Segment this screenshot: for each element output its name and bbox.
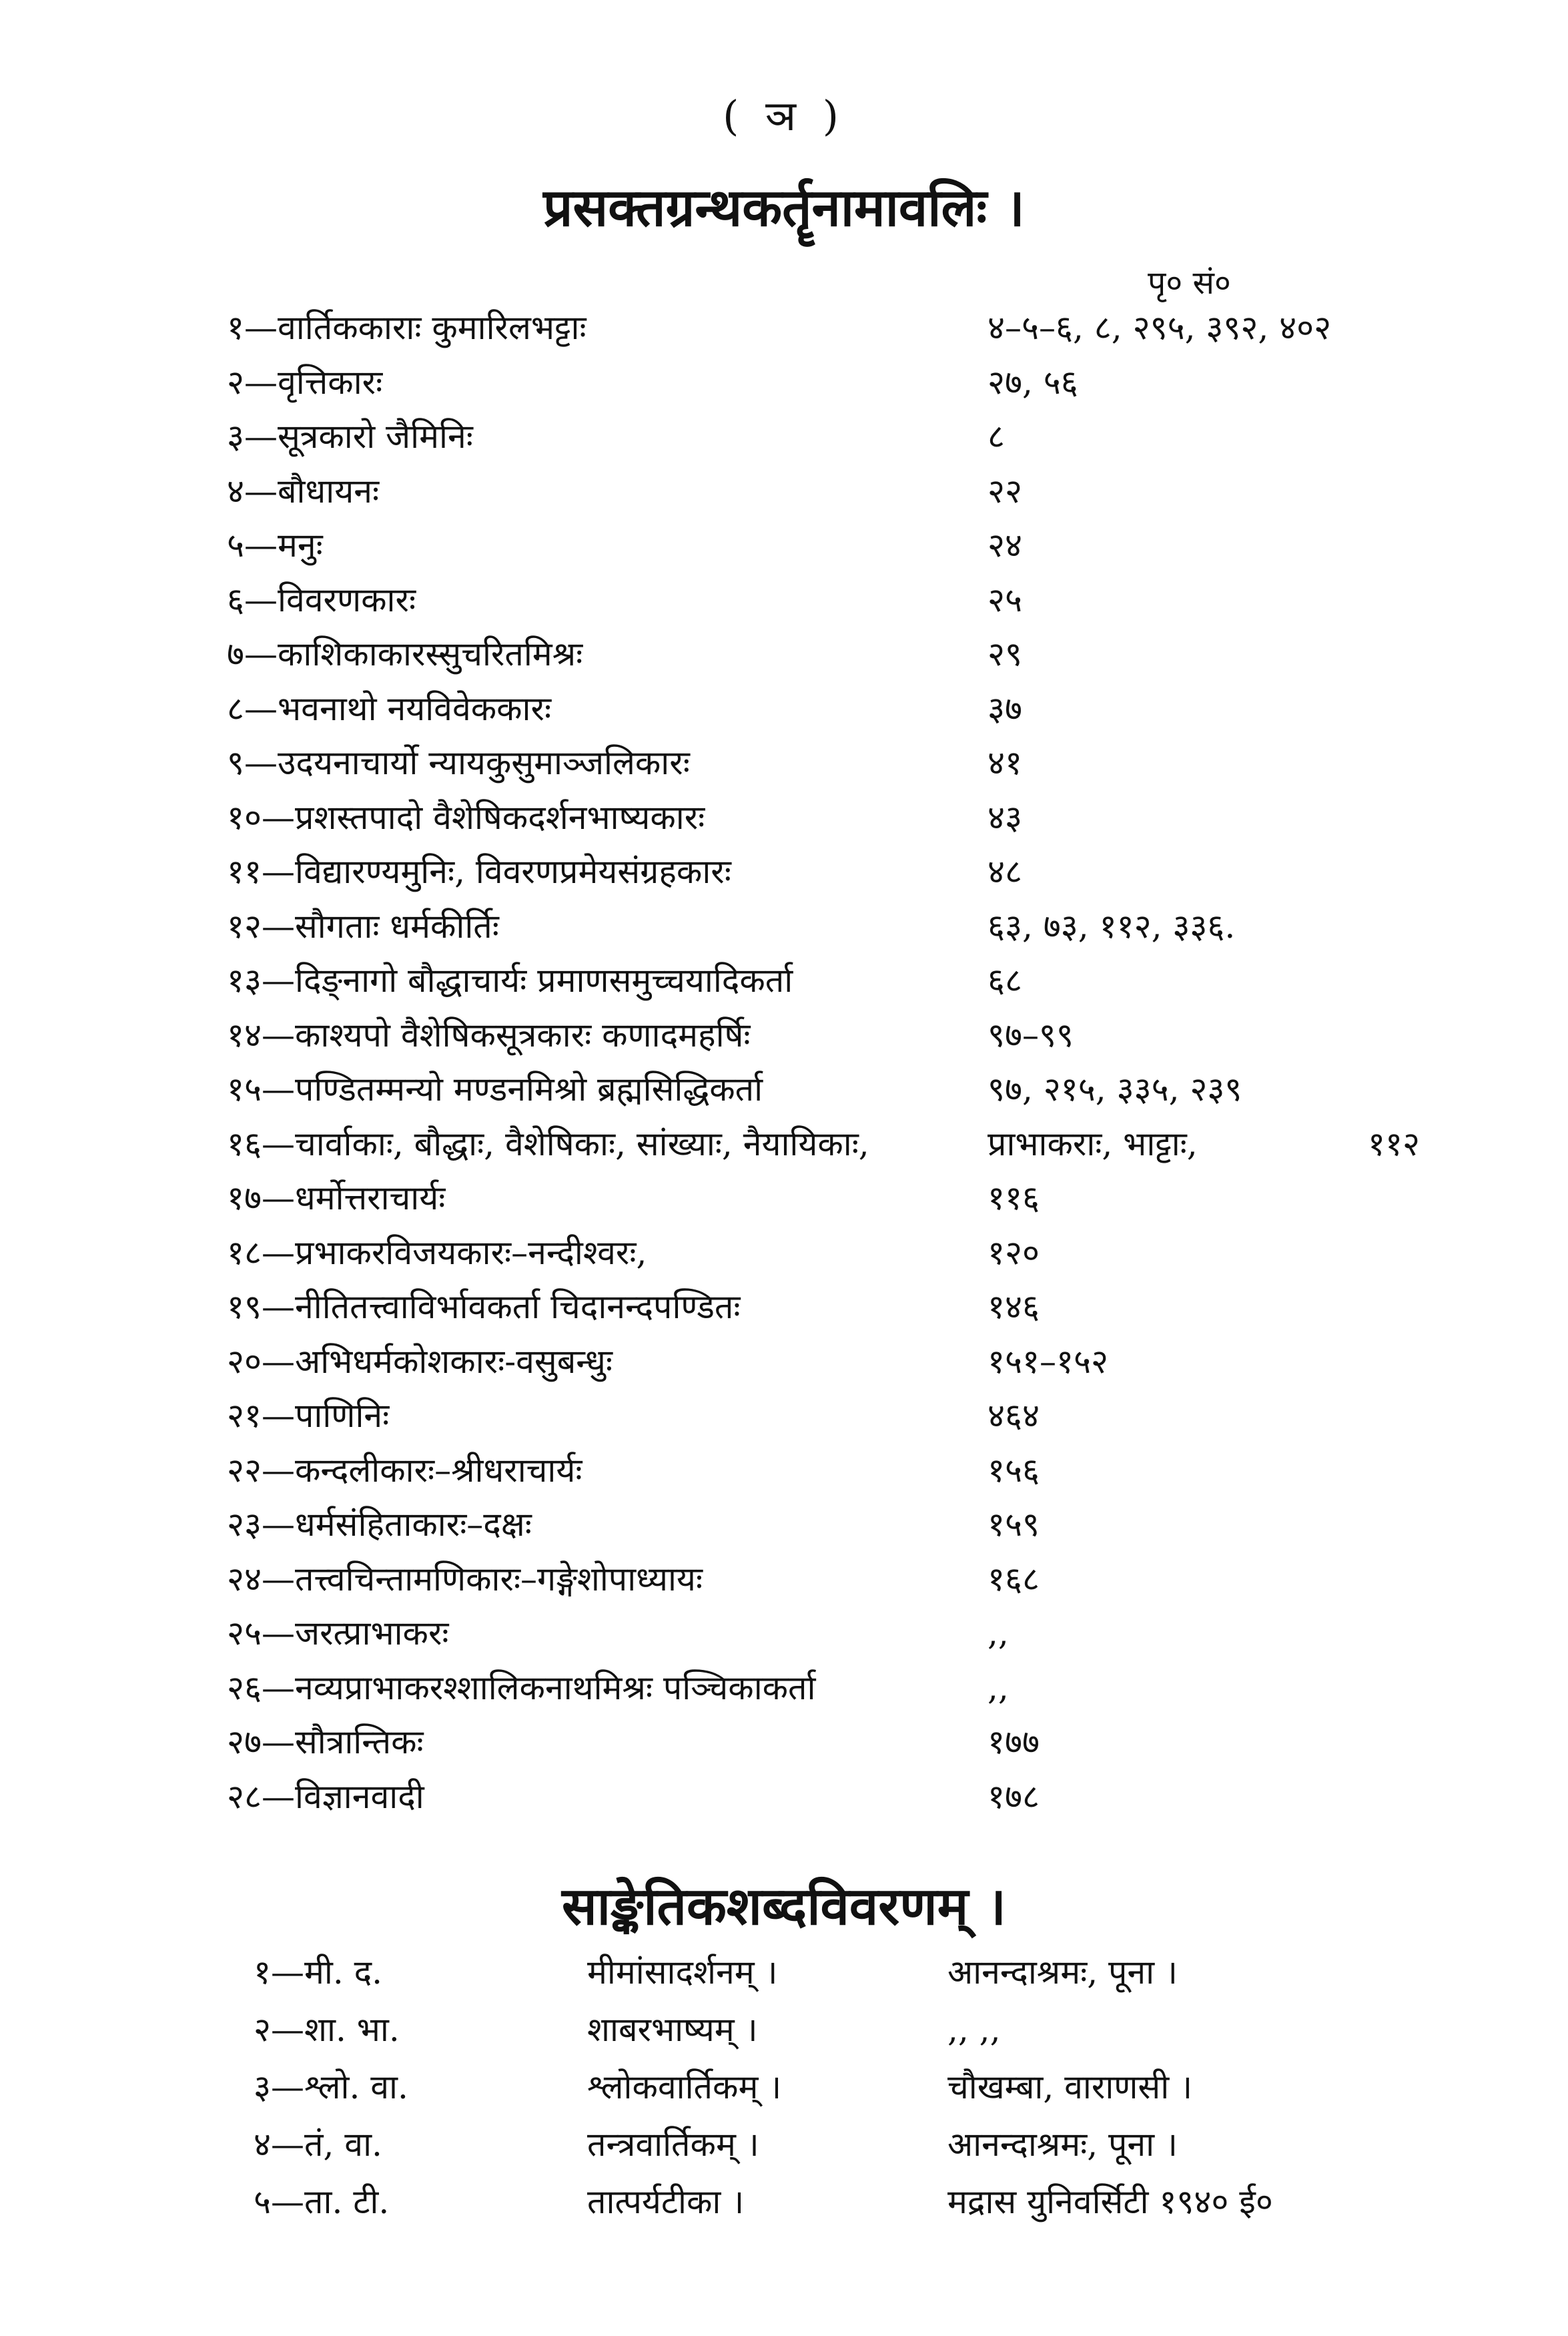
author-name: ८—भवनाथो नयविवेककारः — [227, 689, 552, 728]
page-numbers: ९७–९९ — [988, 1015, 1074, 1055]
abbreviation-row — [0, 1942, 1568, 2002]
author-row — [0, 1225, 1568, 1280]
author-name: २०—अभिधर्मकोशकारः-वसुबन्धुः — [227, 1342, 613, 1381]
author-row — [0, 1443, 1568, 1498]
author-row — [0, 953, 1568, 1008]
author-row — [0, 1388, 1568, 1443]
page-numbers: ४१ — [988, 744, 1022, 782]
edition: चौखम्बा, वाराणसी । — [947, 2068, 1193, 2106]
author-name: २८—विज्ञानवादी — [227, 1777, 424, 1816]
page-numbers: १७७ — [988, 1723, 1040, 1761]
page-numbers: ८ — [988, 417, 1005, 456]
author-row — [0, 1606, 1568, 1661]
edition: आनन्दाश्रमः, पूना । — [947, 1953, 1178, 1992]
author-list-title: प्रसक्तग्रन्थकर्तॄनामावलिः । — [543, 178, 1025, 238]
abbreviation: ३—श्लो. वा. — [254, 2068, 408, 2106]
author-name: २३—धर्मसंहिताकारः–दक्षः — [227, 1505, 532, 1544]
page-marker: ( ञ ) — [723, 91, 845, 140]
author-name: १९—नीतितत्त्वाविर्भावकर्ता चिदानन्दपण्डितः — [227, 1287, 741, 1326]
abbreviation-row — [0, 2000, 1568, 2060]
page-numbers: १७८ — [988, 1777, 1040, 1816]
page-numbers: २७, ५६ — [988, 362, 1078, 402]
author-name: २४—तत्त्वचिन्तामणिकारः–गङ्गेशोपाध्यायः — [227, 1559, 703, 1598]
author-row — [0, 1715, 1568, 1769]
author-name: १५—पण्डितम्मन्यो मण्डनमिश्रो ब्रह्मसिद्धिकर्ता — [227, 1070, 763, 1109]
page-numbers: ४३ — [988, 798, 1022, 837]
edition: आनन्दाश्रमः, पूना । — [947, 2125, 1178, 2164]
author-row — [0, 355, 1568, 410]
abbreviation-row — [0, 2057, 1568, 2117]
page-numbers: १५९ — [988, 1505, 1040, 1544]
page-numbers: प्राभाकराः, भाट्टाः, — [988, 1124, 1198, 1163]
author-name: १७—धर्मोत्तराचार्यः — [227, 1179, 446, 1217]
page-numbers: ११६ — [988, 1179, 1040, 1217]
author-name: ४—बौधायनः — [227, 471, 380, 511]
author-row — [0, 518, 1568, 573]
author-row — [0, 1008, 1568, 1063]
edition: ,, ,, — [947, 2010, 1001, 2049]
author-row — [0, 464, 1568, 519]
page-numbers: ,, — [988, 1668, 1009, 1707]
author-row — [0, 1279, 1568, 1334]
page-numbers: ९७, २१५, ३३५, २३९ — [988, 1070, 1242, 1109]
author-row — [0, 844, 1568, 899]
page-number-column-label: पृ० सं० — [1148, 264, 1231, 302]
author-row — [0, 1552, 1568, 1607]
abbreviation-row — [0, 2114, 1568, 2174]
author-name: ५—मनुः — [227, 526, 323, 565]
author-row — [0, 1062, 1568, 1117]
author-name: २—वृत्तिकारः — [227, 362, 383, 402]
author-row — [0, 1117, 1568, 1171]
edition: मद्रास युनिवर्सिटी १९४० ई० — [947, 2182, 1273, 2221]
abbreviation: १—मी. द. — [254, 1953, 383, 1992]
author-name: १—वार्तिककाराः कुमारिलभट्टाः — [227, 308, 586, 347]
page-numbers: १४६ — [988, 1287, 1040, 1326]
author-name: २५—जरत्प्राभाकरः — [227, 1614, 449, 1653]
author-name: १३—दिङ्नागो बौद्धाचार्यः प्रमाणसमुच्चयादिकर्ता — [227, 961, 793, 1000]
page-numbers: २२ — [988, 471, 1022, 511]
author-row — [0, 1661, 1568, 1715]
author-name: ७—काशिकाकारस्सुचरितमिश्रः — [227, 635, 583, 673]
author-row — [0, 681, 1568, 736]
author-name: १४—काश्यपो वैशेषिकसूत्रकारः कणादमहर्षिः — [227, 1015, 751, 1055]
author-name: १०—प्रशस्तपादो वैशेषिकदर्शनभाष्यकारः — [227, 798, 705, 837]
page-numbers: २९ — [988, 635, 1022, 673]
author-row — [0, 899, 1568, 954]
author-row — [0, 1334, 1568, 1389]
full-title: श्लोकवार्तिकम् । — [587, 2068, 782, 2106]
page-numbers: ४८ — [988, 852, 1022, 891]
author-name: ११—विद्यारण्यमुनिः, विवरणप्रमेयसंग्रहकारः — [227, 852, 731, 891]
page-numbers: २५ — [988, 580, 1022, 619]
page-numbers: ६३, ७३, ११२, ३३६. — [988, 906, 1236, 946]
abbreviation: ४—तं, वा. — [254, 2125, 382, 2164]
author-row — [0, 409, 1568, 464]
author-row — [0, 736, 1568, 790]
author-name: ३—सूत्रकारो जैमिनिः — [227, 417, 473, 456]
abbreviation-row — [0, 2172, 1568, 2232]
full-title: मीमांसादर्शनम् । — [587, 1953, 778, 1992]
author-row — [0, 1497, 1568, 1552]
abbreviations-title: साङ्केतिकशब्दविवरणम् । — [562, 1876, 1006, 1937]
page-numbers: ३७ — [988, 689, 1022, 728]
author-name: २१—पाणिनिः — [227, 1396, 390, 1435]
full-title: तात्पर्यटीका । — [587, 2182, 745, 2221]
full-title: तन्त्रवार्तिकम् । — [587, 2125, 759, 2164]
abbreviation: ५—ता. टी. — [254, 2182, 390, 2221]
author-name: १६—चार्वाकाः, बौद्धाः, वैशेषिकाः, सांख्याः, नैयायिकाः, — [227, 1124, 869, 1163]
abbreviation: २—शा. भा. — [254, 2010, 400, 2049]
page-numbers: २४ — [988, 526, 1022, 565]
page-numbers: ४–५–६, ८, २९५, ३९२, ४०२ — [988, 308, 1332, 347]
page-numbers: १६८ — [988, 1559, 1040, 1598]
author-row — [0, 1769, 1568, 1824]
author-name: २६—नव्यप्राभाकरश्शालिकनाथमिश्रः पञ्चिकाकर्ता — [227, 1668, 816, 1707]
page-numbers: १५१–१५२ — [988, 1342, 1108, 1381]
page-numbers: ६८ — [988, 961, 1022, 1000]
author-name: ९—उदयनाचार्यो न्यायकुसुमाञ्जलिकारः — [227, 744, 690, 782]
page-numbers: १२० — [988, 1233, 1040, 1272]
page-numbers: १५६ — [988, 1450, 1040, 1490]
author-name: ६—विवरणकारः — [227, 580, 416, 619]
author-name: १८—प्रभाकरविजयकारः–नन्दीश्वरः, — [227, 1233, 647, 1272]
author-row — [0, 627, 1568, 681]
author-row — [0, 1171, 1568, 1225]
author-row — [0, 790, 1568, 845]
page-numbers-extra: ११२ — [1368, 1124, 1420, 1163]
full-title: शाबरभाष्यम् । — [587, 2010, 758, 2049]
author-name: १२—सौगताः धर्मकीर्तिः — [227, 906, 499, 946]
author-name: २७—सौत्रान्तिकः — [227, 1723, 424, 1761]
author-row — [0, 300, 1568, 355]
page-numbers: ४६४ — [988, 1396, 1040, 1435]
author-name: २२—कन्दलीकारः–श्रीधराचार्यः — [227, 1450, 582, 1490]
author-row — [0, 573, 1568, 627]
page-numbers: ,, — [988, 1614, 1009, 1653]
